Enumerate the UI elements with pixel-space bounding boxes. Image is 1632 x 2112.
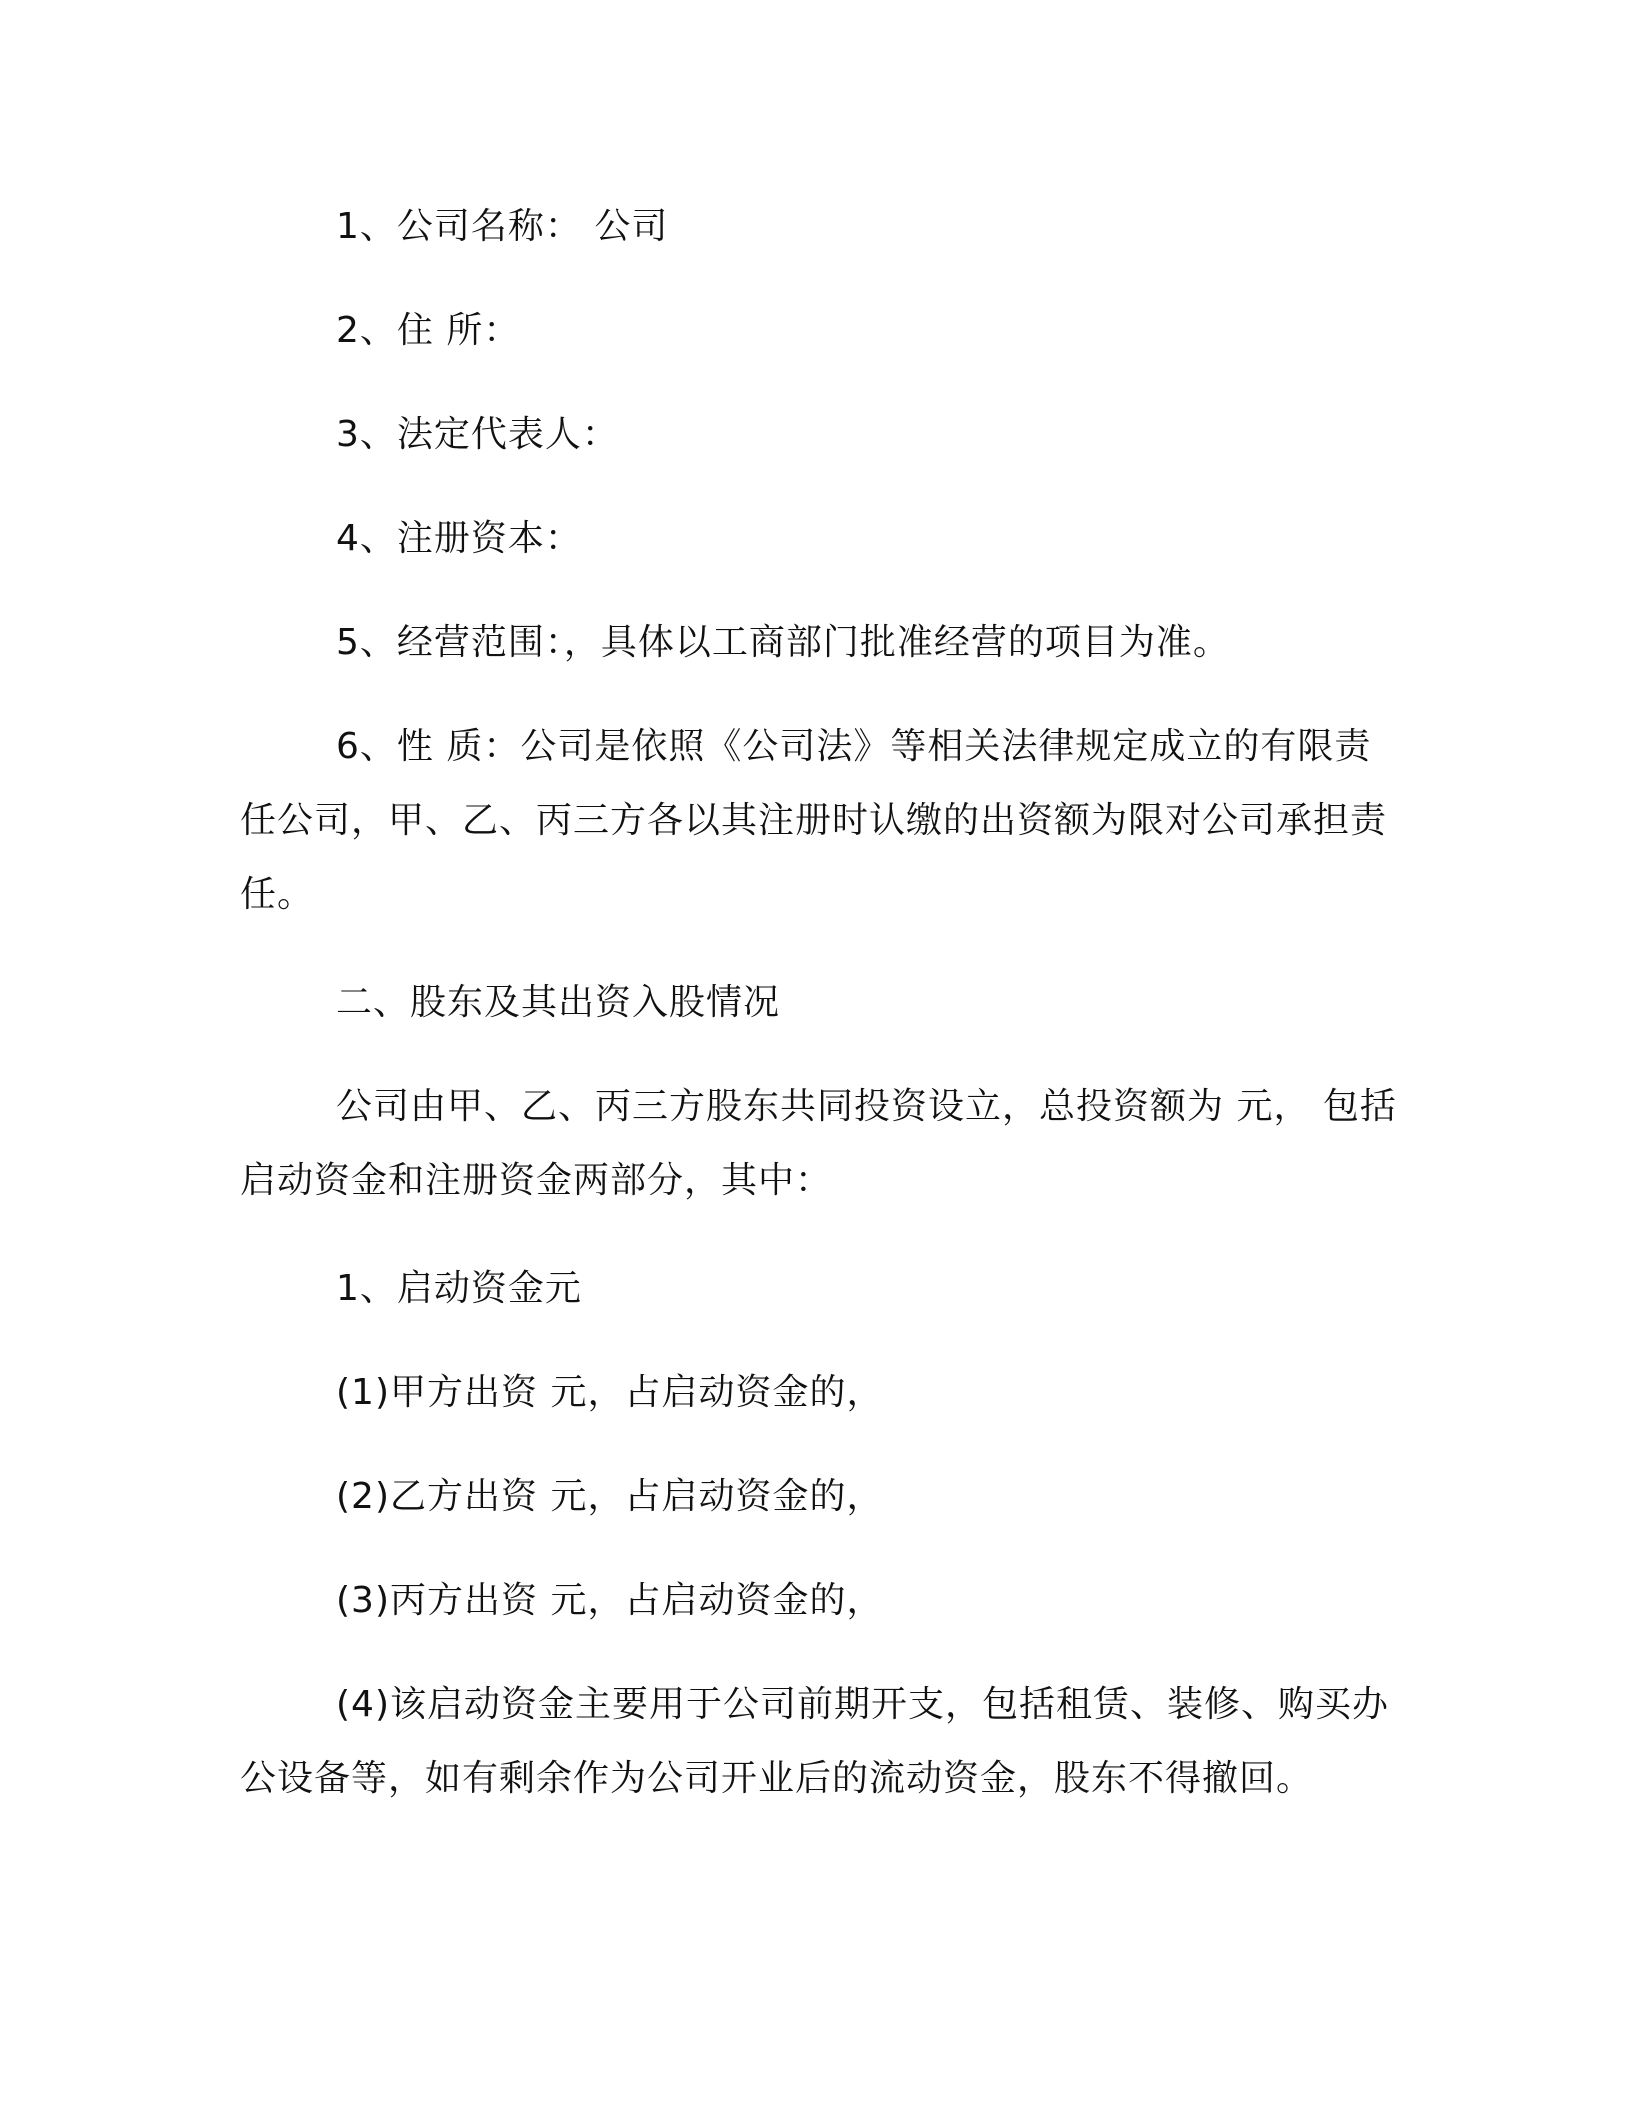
legal-representative-line: 3、法定代表人： xyxy=(336,414,619,455)
address-line: 2、住 所： xyxy=(336,310,521,351)
party-b-contribution-line: (2)乙方出资 元，占启动资金的， xyxy=(336,1476,884,1517)
section-heading-shareholders: 二、股东及其出资入股情况 xyxy=(336,982,781,1023)
company-nature-paragraph: 6、性 质：公司是依照《公司法》等相关法律规定成立的有限责任公司，甲、乙、丙三方各以其注册时认缴的出资额为限对公司承担责任。 xyxy=(240,726,1388,915)
business-scope-line: 5、经营范围：，具体以工商部门批准经营的项目为准。 xyxy=(336,622,1230,663)
startup-funds-line: 1、启动资金元 xyxy=(336,1268,582,1309)
registered-capital-line: 4、注册资本： xyxy=(336,518,582,559)
company-name-line: 1、公司名称： 公司 xyxy=(336,206,669,247)
party-c-contribution-line: (3)丙方出资 元，占启动资金的， xyxy=(336,1580,884,1621)
investment-overview-paragraph: 公司由甲、乙、丙三方股东共同投资设立，总投资额为 元， 包括启动资金和注册资金两部分，其中： xyxy=(240,1086,1397,1201)
document-body xyxy=(240,190,1400,1850)
startup-funds-usage-paragraph: (4)该启动资金主要用于公司前期开支，包括租赁、装修、购买办公设备等，如有剩余作为公司开业后的流动资金，股东不得撤回。 xyxy=(240,1684,1389,1799)
party-a-contribution-line: (1)甲方出资 元，占启动资金的， xyxy=(336,1372,884,1413)
